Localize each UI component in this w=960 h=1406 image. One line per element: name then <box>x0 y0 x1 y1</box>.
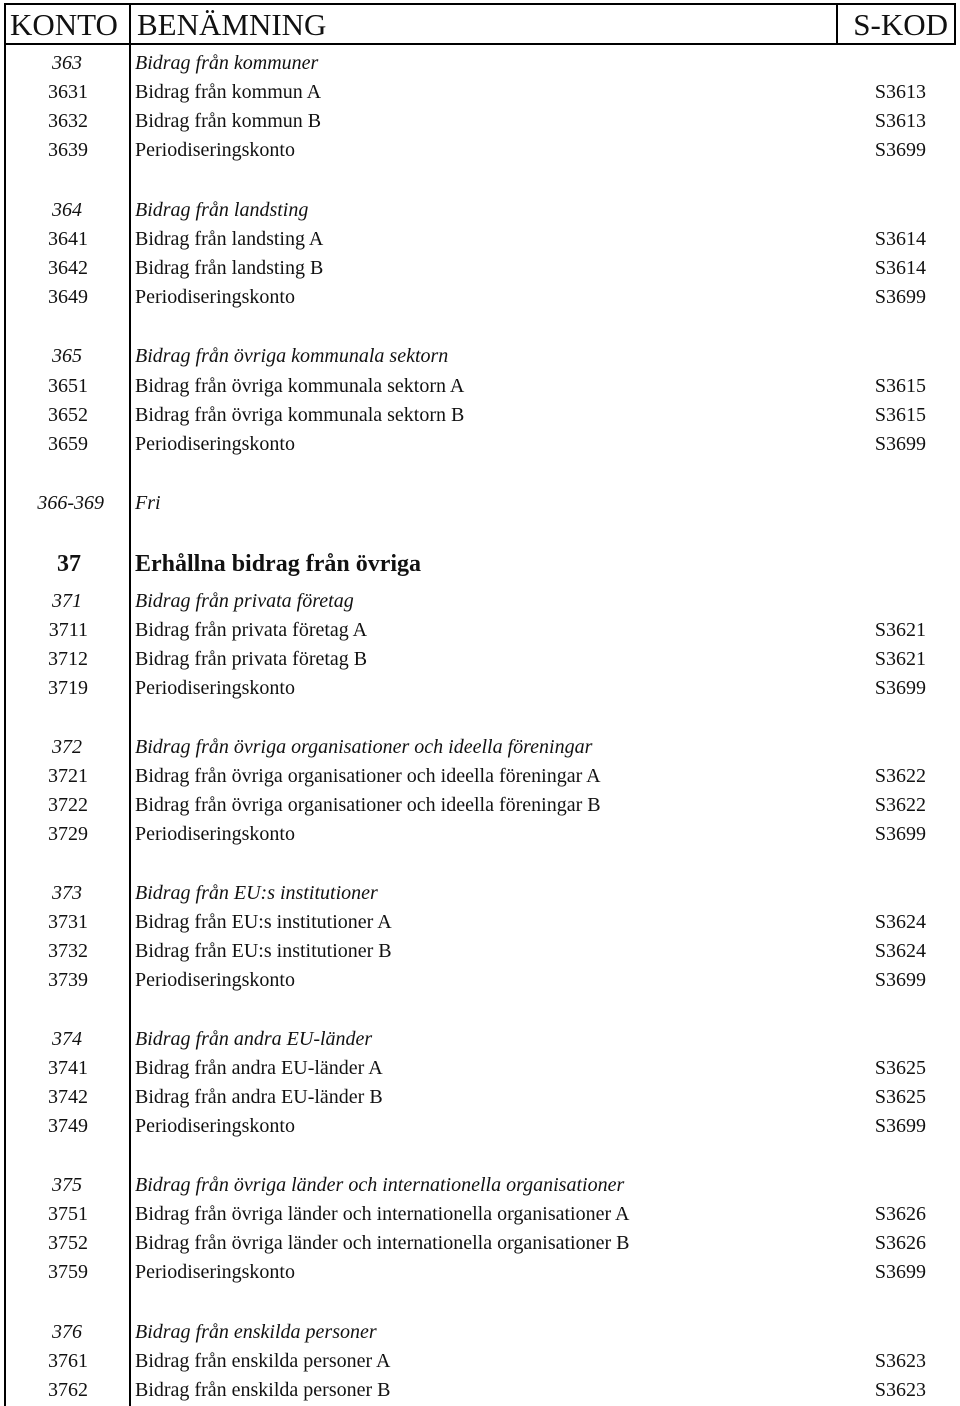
table-row <box>4 1200 956 1229</box>
benamning-cell: Bidrag från övriga kommunala sektorn A <box>135 375 465 397</box>
skod-cell: S3699 <box>874 823 926 845</box>
konto-cell: 3722 <box>48 794 88 816</box>
skod-cell: S3613 <box>874 81 926 103</box>
skod-cell: S3625 <box>874 1057 926 1079</box>
table-row <box>4 430 956 459</box>
benamning-cell: Bidrag från kommun B <box>135 110 322 132</box>
konto-cell: 3729 <box>48 823 88 845</box>
table-row <box>4 791 956 820</box>
konto-cell: 373 <box>52 882 82 904</box>
benamning-cell: Bidrag från landsting A <box>135 228 324 250</box>
benamning-cell: Bidrag från enskilda personer B <box>135 1379 391 1401</box>
skod-cell: S3623 <box>874 1350 926 1372</box>
table-row <box>4 1229 956 1258</box>
konto-cell: 3719 <box>48 677 88 699</box>
benamning-cell: Periodiseringskonto <box>135 823 295 845</box>
konto-cell: 3639 <box>48 139 88 161</box>
group-heading-row <box>4 733 956 762</box>
benamning-cell: Periodiseringskonto <box>135 677 295 699</box>
konto-cell: 3652 <box>48 404 88 426</box>
skod-cell: S3615 <box>874 375 926 397</box>
konto-cell: 37 <box>57 551 81 577</box>
skod-cell: S3699 <box>874 969 926 991</box>
konto-cell: 3721 <box>48 765 88 787</box>
benamning-cell: Erhållna bidrag från övriga <box>135 551 422 577</box>
skod-cell: S3614 <box>874 228 926 250</box>
table-row <box>4 645 956 674</box>
konto-cell: 3731 <box>48 911 88 933</box>
skod-cell: S3699 <box>874 286 926 308</box>
konto-cell: 374 <box>52 1028 82 1050</box>
table-row <box>4 1258 956 1287</box>
group-heading-row <box>4 879 956 908</box>
group-heading-row <box>4 342 956 371</box>
benamning-cell: Periodiseringskonto <box>135 1261 295 1283</box>
konto-cell: 365 <box>52 345 82 367</box>
skod-cell: S3622 <box>874 794 926 816</box>
benamning-cell: Bidrag från övriga organisationer och ideella föreningar B <box>135 794 601 816</box>
konto-cell: 376 <box>52 1321 82 1343</box>
skod-cell: S3626 <box>874 1232 926 1254</box>
konto-cell: 3641 <box>48 228 88 250</box>
konto-cell: 3741 <box>48 1057 88 1079</box>
table-row <box>4 372 956 401</box>
konto-cell: 3759 <box>48 1261 88 1283</box>
skod-cell: S3699 <box>874 139 926 161</box>
table-row <box>4 78 956 107</box>
konto-cell: 372 <box>52 736 82 758</box>
group-heading-row <box>4 196 956 225</box>
konto-cell: 3649 <box>48 286 88 308</box>
benamning-cell: Bidrag från övriga länder och internationella organisationer B <box>135 1232 630 1254</box>
major-heading-row <box>4 550 956 584</box>
skod-cell: S3615 <box>874 404 926 426</box>
table-row <box>4 908 956 937</box>
konto-cell: 3732 <box>48 940 88 962</box>
account-table <box>4 3 956 1406</box>
benamning-cell: Bidrag från övriga kommunala sektorn <box>135 345 449 367</box>
konto-cell: 3739 <box>48 969 88 991</box>
benamning-cell: Bidrag från övriga organisationer och ideella föreningar A <box>135 765 601 787</box>
konto-cell: 3762 <box>48 1379 88 1401</box>
benamning-cell: Bidrag från enskilda personer A <box>135 1350 391 1372</box>
skod-cell: S3699 <box>874 433 926 455</box>
table-row <box>4 616 956 645</box>
benamning-cell: Bidrag från privata företag <box>135 590 354 612</box>
skod-cell: S3614 <box>874 257 926 279</box>
benamning-cell: Periodiseringskonto <box>135 969 295 991</box>
skod-cell: S3625 <box>874 1086 926 1108</box>
benamning-cell: Bidrag från privata företag B <box>135 648 368 670</box>
skod-cell: S3624 <box>874 911 926 933</box>
konto-cell: 3712 <box>48 648 88 670</box>
table-row <box>4 762 956 791</box>
group-heading-row <box>4 489 956 518</box>
column-divider-skod <box>836 3 838 45</box>
skod-cell: S3621 <box>874 648 926 670</box>
table-row <box>4 966 956 995</box>
benamning-cell: Bidrag från kommuner <box>135 52 319 74</box>
group-heading-row <box>4 49 956 78</box>
benamning-cell: Bidrag från privata företag A <box>135 619 368 641</box>
group-heading-row <box>4 587 956 616</box>
konto-cell: 3642 <box>48 257 88 279</box>
table-row <box>4 136 956 165</box>
skod-cell: S3624 <box>874 940 926 962</box>
konto-cell: 3752 <box>48 1232 88 1254</box>
benamning-cell: Bidrag från övriga länder och internationella organisationer <box>135 1174 625 1196</box>
table-row <box>4 1112 956 1141</box>
konto-cell: 3711 <box>48 619 88 641</box>
konto-cell: 3761 <box>48 1350 88 1372</box>
konto-cell: 3632 <box>48 110 88 132</box>
konto-cell: 3651 <box>48 375 88 397</box>
konto-cell: 371 <box>52 590 82 612</box>
benamning-cell: Bidrag från övriga länder och internationella organisationer A <box>135 1203 630 1225</box>
group-heading-row <box>4 1171 956 1200</box>
table-row <box>4 283 956 312</box>
table-row <box>4 254 956 283</box>
skod-cell: S3613 <box>874 110 926 132</box>
skod-cell: S3621 <box>874 619 926 641</box>
benamning-cell: Bidrag från kommun A <box>135 81 322 103</box>
skod-cell: S3622 <box>874 765 926 787</box>
benamning-cell: Periodiseringskonto <box>135 1115 295 1137</box>
table-row <box>4 225 956 254</box>
konto-cell: 3659 <box>48 433 88 455</box>
benamning-cell: Periodiseringskonto <box>135 433 295 455</box>
benamning-cell: Periodiseringskonto <box>135 139 295 161</box>
benamning-cell: Bidrag från andra EU-länder A <box>135 1057 383 1079</box>
table-row <box>4 674 956 703</box>
benamning-cell: Bidrag från landsting <box>135 199 309 221</box>
header-benamning: BENÄMNING <box>137 7 327 42</box>
table-row <box>4 1376 956 1405</box>
konto-cell: 3749 <box>48 1115 88 1137</box>
konto-cell: 366-369 <box>37 492 104 514</box>
benamning-cell: Bidrag från landsting B <box>135 257 324 279</box>
konto-cell: 3631 <box>48 81 88 103</box>
benamning-cell: Periodiseringskonto <box>135 286 295 308</box>
benamning-cell: Bidrag från övriga organisationer och ideella föreningar <box>135 736 593 758</box>
header-konto: KONTO <box>10 7 118 42</box>
konto-cell: 363 <box>52 52 82 74</box>
skod-cell: S3699 <box>874 1261 926 1283</box>
table-row <box>4 1054 956 1083</box>
benamning-cell: Bidrag från EU:s institutioner <box>135 882 378 904</box>
header-skod: S-KOD <box>853 7 948 42</box>
konto-cell: 364 <box>52 199 82 221</box>
konto-cell: 3751 <box>48 1203 88 1225</box>
konto-cell: 3742 <box>48 1086 88 1108</box>
skod-cell: S3699 <box>874 1115 926 1137</box>
konto-cell: 375 <box>52 1174 82 1196</box>
table-row <box>4 1083 956 1112</box>
benamning-cell: Bidrag från övriga kommunala sektorn B <box>135 404 465 426</box>
table-row <box>4 107 956 136</box>
benamning-cell: Bidrag från enskilda personer <box>135 1321 377 1343</box>
group-heading-row <box>4 1025 956 1054</box>
table-header <box>4 3 956 45</box>
group-heading-row <box>4 1318 956 1347</box>
table-row <box>4 937 956 966</box>
skod-cell: S3623 <box>874 1379 926 1401</box>
benamning-cell: Bidrag från EU:s institutioner A <box>135 911 392 933</box>
skod-cell: S3626 <box>874 1203 926 1225</box>
table-row <box>4 820 956 849</box>
benamning-cell: Bidrag från andra EU-länder <box>135 1028 373 1050</box>
benamning-cell: Fri <box>135 492 161 514</box>
benamning-cell: Bidrag från andra EU-länder B <box>135 1086 383 1108</box>
table-row <box>4 401 956 430</box>
benamning-cell: Bidrag från EU:s institutioner B <box>135 940 392 962</box>
skod-cell: S3699 <box>874 677 926 699</box>
table-row <box>4 1347 956 1376</box>
